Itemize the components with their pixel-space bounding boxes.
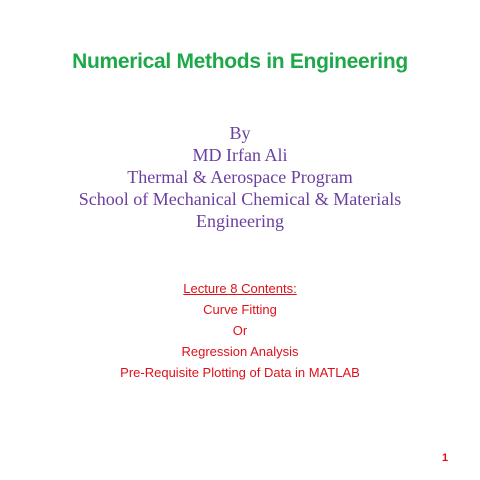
school-name-line-2: Engineering [196, 211, 284, 231]
contents-item: Or [232, 323, 248, 338]
contents-heading: Lecture 8 Contents: [183, 281, 297, 296]
author-name: MD Irfan Ali [192, 145, 288, 165]
by-line: By [229, 123, 251, 143]
author-block [0, 122, 480, 232]
page-number: 1 [442, 452, 449, 464]
program-name: Thermal & Aerospace Program [127, 167, 353, 187]
contents-item: Pre-Requisite Plotting of Data in MATLAB [120, 365, 360, 380]
contents-item: Curve Fitting [203, 302, 277, 317]
contents-item: Regression Analysis [181, 344, 299, 359]
slide-title: Numerical Methods in Engineering [72, 50, 408, 73]
school-name-line-1: School of Mechanical Chemical & Materials [78, 189, 402, 209]
lecture-contents [0, 278, 480, 383]
